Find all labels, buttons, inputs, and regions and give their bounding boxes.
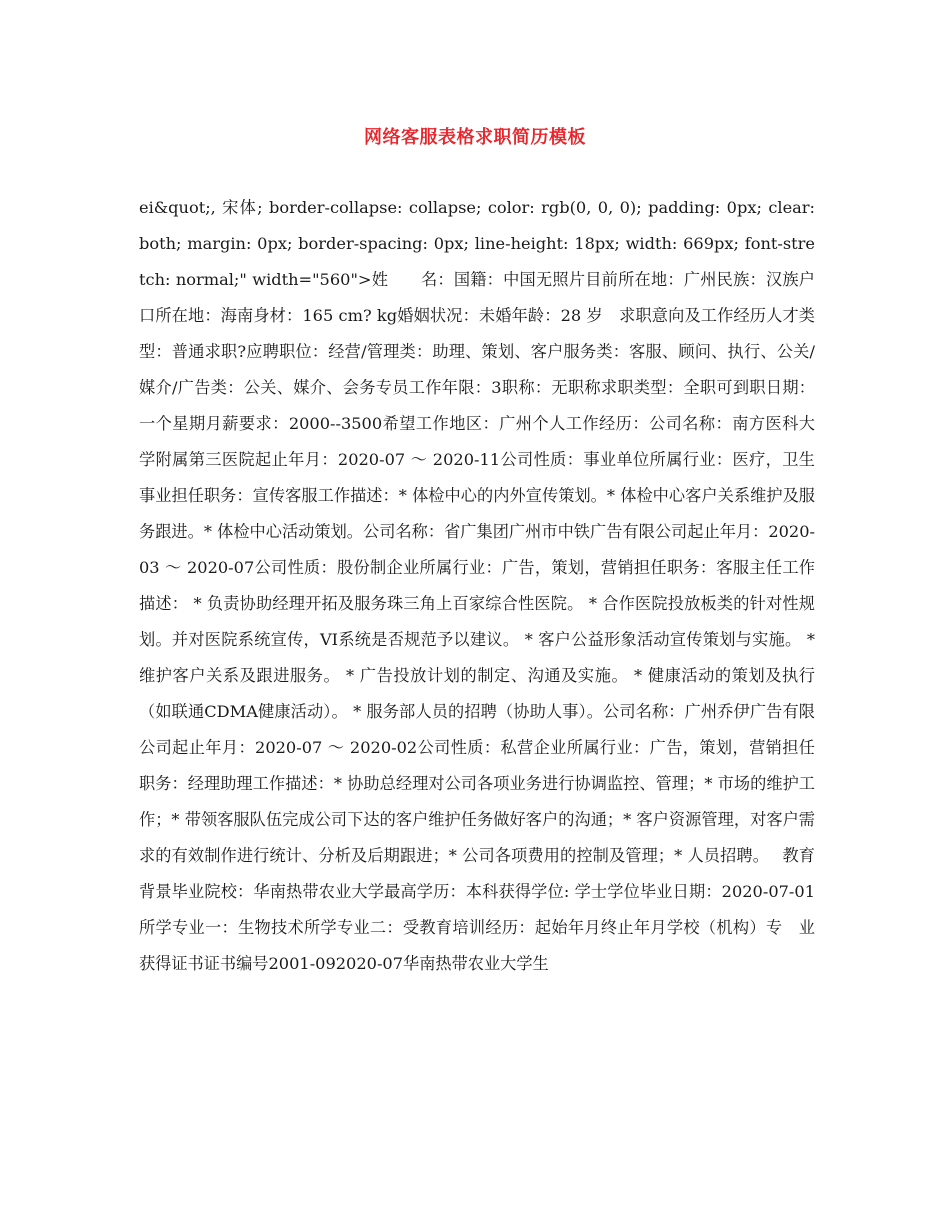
resume-body-text: ei&quot;, 宋体; border-collapse: collapse; color: rgb(0, 0, 0); padding: 0px; clear: both; margin: 0px; border-spacing: 0px; line-height: 18px; width: 669px; font-stretch: normal;" width="560">姓 名：国籍：中国无照片目前所在地：广州民族：汉族户口所在地：海南身材：165 cm? kg婚姻状况：未婚年龄：28 岁 求职意向及工作经历人才类型：普通求职?应聘职位：经营/管理类：助理、策划、客户服务类：客服、顾问、执行、公关/媒介/广告类：公关、媒介、会务专员工作年限：3职称：无职称求职类型：全职可到职日期：一个星期月薪要求：2000--3500希望工作地区：广州个人工作经历：公司名称：南方医科大学附属第三医院起止年月：2020-07 ～ 2020-11公司性质：事业单位所属行业：医疗，卫生事业担任职务：宣传客服工作描述：* 体检中心的内外宣传策划。* 体检中心客户关系维护及服务跟进。* 体检中心活动策划。公司名称：省广集团广州市中铁广告有限公司起止年月：2020-03 ～ 2020-07公司性质：股份制企业所属行业：广告，策划，营销担任职务：客服主任工作描述： * 负责协助经理开拓及服务珠三角上百家综合性医院。 * 合作医院投放板类的针对性规划。并对医院系统宣传，VI系统是否规范予以建议。 * 客户公益形象活动宣传策划与实施。 * 维护客户关系及跟进服务。 * 广告投放计划的制定、沟通及实施。 * 健康活动的策划及执行（如联通CDMA健康活动）。 * 服务部人员的招聘（协助人事）。公司名称：广州乔伊广告有限公司起止年月：2020-07 ～ 2020-02公司性质：私营企业所属行业：广告，策划，营销担任职务：经理助理工作描述：* 协助总经理对公司各项业务进行协调监控、管理；* 市场的维护工作；* 带领客服队伍完成公司下达的客户维护任务做好客户的沟通；* 客户资源管理，对客户需求的有效制作进行统计、分析及后期跟进；* 公司各项费用的控制及管理；* 人员招聘。 教育背景毕业院校：华南热带农业大学最高学历：本科获得学位: 学士学位毕业日期：2020-07-01所学专业一：生物技术所学专业二：受教育培训经历：起始年月终止年月学校（机构）专 业获得证书证书编号2001-092020-07华南热带农业大学生 [139,198,815,973]
document-title: 网络客服表格求职简历模板 [364,127,586,148]
